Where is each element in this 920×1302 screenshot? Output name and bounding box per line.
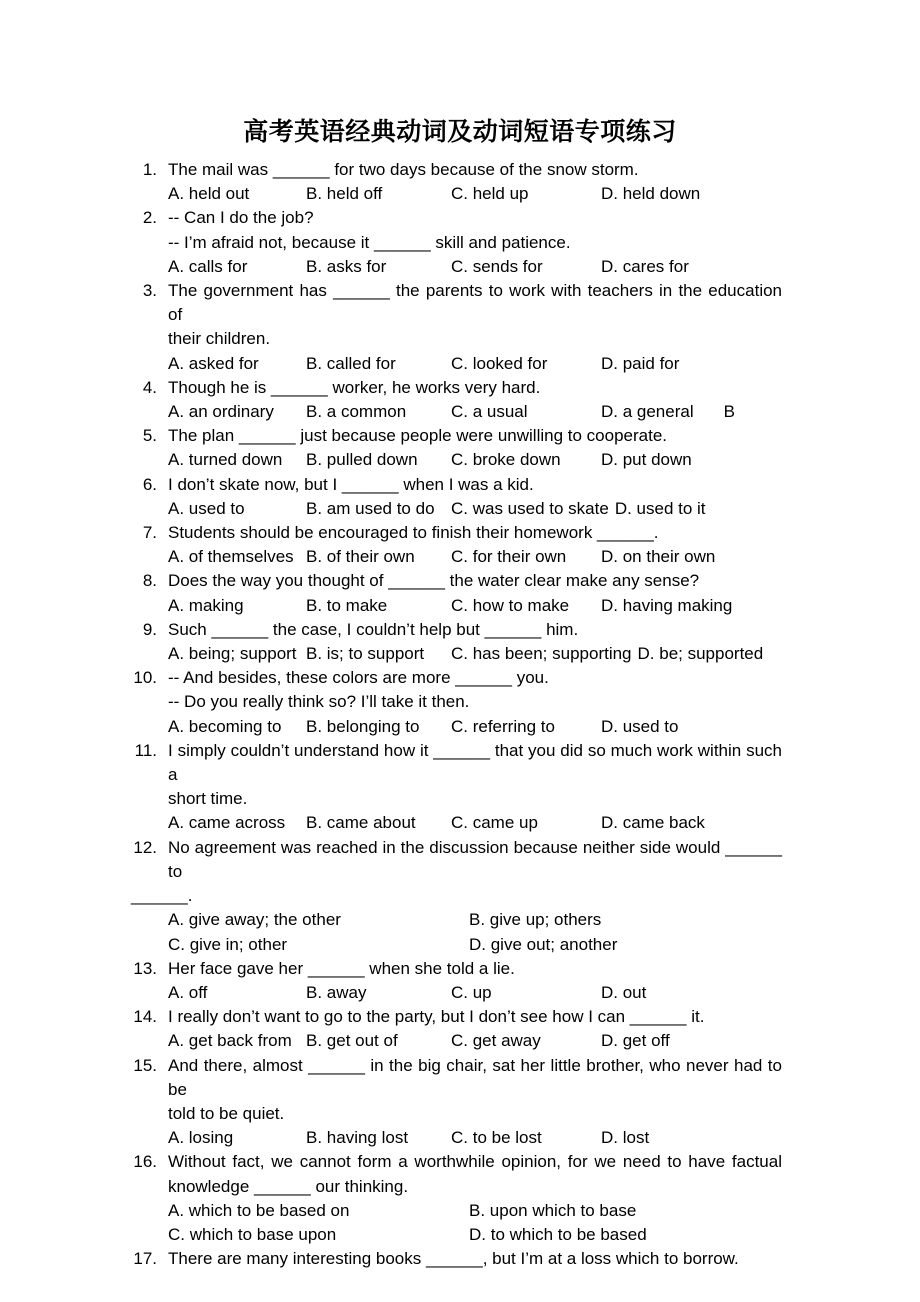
option: B. pulled down bbox=[306, 450, 418, 470]
option: C. give in; other bbox=[168, 934, 288, 954]
question-8 bbox=[132, 569, 782, 617]
option: B. of their own bbox=[306, 547, 415, 567]
question-text-line: The mail was ______ for two days because of the snow storm. bbox=[168, 160, 639, 179]
option: C. for their own bbox=[451, 547, 567, 567]
options-row bbox=[168, 1223, 782, 1247]
question-text-line: Without fact, we cannot form a worthwhile opinion, for we need to have factual bbox=[168, 1152, 782, 1172]
option: B. held off bbox=[306, 184, 383, 204]
question-number: 9. bbox=[142, 619, 157, 639]
option: C. a usual bbox=[451, 402, 528, 422]
question-5 bbox=[132, 424, 782, 472]
options-row bbox=[168, 352, 782, 376]
option: A. off bbox=[168, 982, 208, 1002]
option: C. up bbox=[451, 982, 492, 1002]
options-row bbox=[168, 497, 782, 521]
options-row bbox=[168, 255, 782, 279]
option: D. cares for bbox=[601, 256, 689, 276]
option: D. lost bbox=[601, 1128, 650, 1148]
option: B. having lost bbox=[306, 1128, 409, 1148]
option: B. came about bbox=[306, 813, 416, 833]
question-text-line: No agreement was reached in the discussion because neither side would ______ to bbox=[168, 837, 782, 881]
option: B. asks for bbox=[306, 256, 387, 276]
question-text-line: -- Do you really think so? I’ll take it then. bbox=[168, 692, 470, 712]
question-number: 4. bbox=[142, 377, 157, 397]
option: B. give up; others bbox=[469, 910, 602, 930]
question-number: 7. bbox=[142, 523, 157, 543]
question-number: 17. bbox=[133, 1249, 157, 1269]
question-number: 6. bbox=[142, 474, 157, 494]
question-14 bbox=[132, 1005, 782, 1053]
option: B. to make bbox=[306, 595, 388, 615]
question-number: 12. bbox=[133, 837, 157, 857]
question-text-line: And there, almost ______ in the big chair, sat her little brother, who never had to be bbox=[168, 1055, 782, 1099]
option: C. get away bbox=[451, 1031, 541, 1051]
options-row bbox=[168, 933, 782, 957]
option: A. asked for bbox=[168, 353, 259, 373]
question-text-line: I simply couldn’t understand how it ______ that you did so much work within such a bbox=[168, 740, 782, 785]
question-text-line: Students should be encouraged to finish their homework ______. bbox=[168, 523, 659, 543]
option: A. came across bbox=[168, 813, 286, 833]
question-text-line: Such ______ the case, I couldn’t help but ______ him. bbox=[168, 619, 579, 639]
question-text-line: -- I’m afraid not, because it ______ skill and patience. bbox=[168, 232, 571, 252]
option: C. has been; supporting bbox=[451, 644, 632, 664]
question-12 bbox=[132, 836, 782, 957]
option: D. on their own bbox=[601, 547, 716, 567]
option: C. broke down bbox=[451, 450, 561, 470]
option: B. belonging to bbox=[306, 716, 420, 736]
page-title: 高考英语经典动词及动词短语专项练习 bbox=[243, 119, 677, 146]
options-row bbox=[168, 981, 782, 1005]
options-row bbox=[168, 545, 782, 569]
question-3 bbox=[132, 279, 782, 376]
option: D. be; supported bbox=[637, 644, 764, 664]
question-number: 3. bbox=[142, 281, 157, 301]
options-row bbox=[168, 908, 782, 932]
option: C. was used to skate bbox=[451, 498, 609, 518]
question-number: 10. bbox=[133, 668, 157, 688]
question-text-line: Does the way you thought of ______ the water clear make any sense? bbox=[168, 571, 700, 591]
question-4 bbox=[132, 376, 782, 424]
option: A. of themselves bbox=[168, 547, 294, 567]
options-row bbox=[168, 811, 782, 835]
option: C. referring to bbox=[451, 716, 555, 736]
options-row bbox=[168, 715, 782, 739]
question-text-line: ______. bbox=[131, 886, 193, 906]
option: C. looked for bbox=[451, 353, 548, 373]
option: B. get out of bbox=[306, 1031, 398, 1051]
question-number: 14. bbox=[133, 1007, 157, 1027]
option: B. upon which to base bbox=[469, 1200, 637, 1220]
options-row bbox=[168, 1029, 782, 1053]
option: D. used to it bbox=[614, 498, 706, 518]
option: D. used to bbox=[601, 716, 679, 736]
question-text-line: The plan ______ just because people were unwilling to cooperate. bbox=[168, 426, 668, 446]
option: D. came back bbox=[601, 813, 705, 833]
option: C. held up bbox=[451, 184, 529, 204]
question-2 bbox=[132, 206, 782, 279]
question-17 bbox=[132, 1247, 782, 1271]
option: A. used to bbox=[168, 498, 245, 518]
options-row bbox=[168, 642, 782, 666]
option: A. turned down bbox=[168, 450, 283, 470]
option: A. give away; the other bbox=[168, 910, 341, 930]
question-7 bbox=[132, 521, 782, 569]
option: D. a general bbox=[601, 402, 694, 422]
question-number: 2. bbox=[142, 208, 157, 228]
options-row bbox=[168, 594, 782, 618]
question-number: 15. bbox=[133, 1055, 157, 1075]
option: A. becoming to bbox=[168, 716, 282, 736]
option: C. to be lost bbox=[451, 1128, 542, 1148]
option: A. which to be based on bbox=[168, 1200, 350, 1220]
options-row bbox=[168, 182, 782, 206]
question-15 bbox=[132, 1054, 782, 1151]
option: A. making bbox=[168, 595, 244, 615]
question-text-line: Though he is ______ worker, he works very hard. bbox=[168, 377, 541, 397]
question-16 bbox=[132, 1150, 782, 1247]
option: C. came up bbox=[451, 813, 538, 833]
question-number: 11. bbox=[134, 740, 157, 760]
question-text-line: -- And besides, these colors are more ______ you. bbox=[168, 668, 549, 688]
option: D. out bbox=[601, 982, 647, 1002]
options-row bbox=[168, 448, 782, 472]
option: A. calls for bbox=[168, 256, 248, 276]
option: B. am used to do bbox=[306, 498, 435, 518]
option: D. having making bbox=[601, 595, 733, 615]
option: C. which to base upon bbox=[168, 1224, 337, 1244]
question-number: 5. bbox=[142, 426, 157, 446]
question-13 bbox=[132, 957, 782, 1005]
question-1 bbox=[132, 158, 782, 206]
question-text-line: Her face gave her ______ when she told a lie. bbox=[168, 958, 515, 978]
option: C. sends for bbox=[451, 256, 543, 276]
question-text-line: There are many interesting books ______, but I’m at a loss which to borrow. bbox=[168, 1249, 739, 1269]
option: B. called for bbox=[306, 353, 396, 373]
question-text-line: knowledge ______ our thinking. bbox=[168, 1176, 409, 1196]
question-10 bbox=[132, 666, 782, 739]
answer-note: B bbox=[723, 402, 735, 422]
option: C. how to make bbox=[451, 595, 570, 615]
question-number: 13. bbox=[133, 958, 157, 978]
question-number: 1. bbox=[142, 160, 157, 179]
option: D. put down bbox=[601, 450, 692, 470]
question-text-line: The government has ______ the parents to work with teachers in the education of bbox=[168, 281, 782, 325]
question-text-line: I really don’t want to go to the party, but I don’t see how I can ______ it. bbox=[168, 1007, 705, 1027]
option: D. paid for bbox=[601, 353, 680, 373]
option: A. an ordinary bbox=[168, 402, 274, 422]
option: B. is; to support bbox=[306, 644, 425, 664]
option: D. get off bbox=[601, 1031, 670, 1051]
option: A. held out bbox=[168, 184, 250, 204]
option: A. losing bbox=[168, 1128, 234, 1148]
question-text-line: -- Can I do the job? bbox=[168, 208, 314, 228]
question-text-line: told to be quiet. bbox=[168, 1103, 285, 1123]
option: A. being; support bbox=[168, 644, 297, 664]
question-6 bbox=[132, 473, 782, 521]
option: B. away bbox=[306, 982, 367, 1002]
question-11 bbox=[132, 739, 782, 836]
question-number: 8. bbox=[142, 571, 157, 591]
question-text-line: short time. bbox=[168, 789, 248, 809]
option: B. a common bbox=[306, 402, 407, 422]
question-number: 16. bbox=[133, 1152, 157, 1172]
option: A. get back from bbox=[168, 1031, 292, 1051]
questions bbox=[132, 158, 782, 1271]
option: D. held down bbox=[601, 184, 701, 204]
options-row bbox=[168, 1126, 782, 1150]
option: D. to which to be based bbox=[469, 1224, 647, 1244]
option: D. give out; another bbox=[469, 934, 618, 954]
question-9 bbox=[132, 618, 782, 666]
options-row bbox=[168, 400, 782, 424]
options-row bbox=[168, 1199, 782, 1223]
question-text-line: I don’t skate now, but I ______ when I was a kid. bbox=[168, 474, 534, 494]
question-text-line: their children. bbox=[168, 329, 271, 349]
